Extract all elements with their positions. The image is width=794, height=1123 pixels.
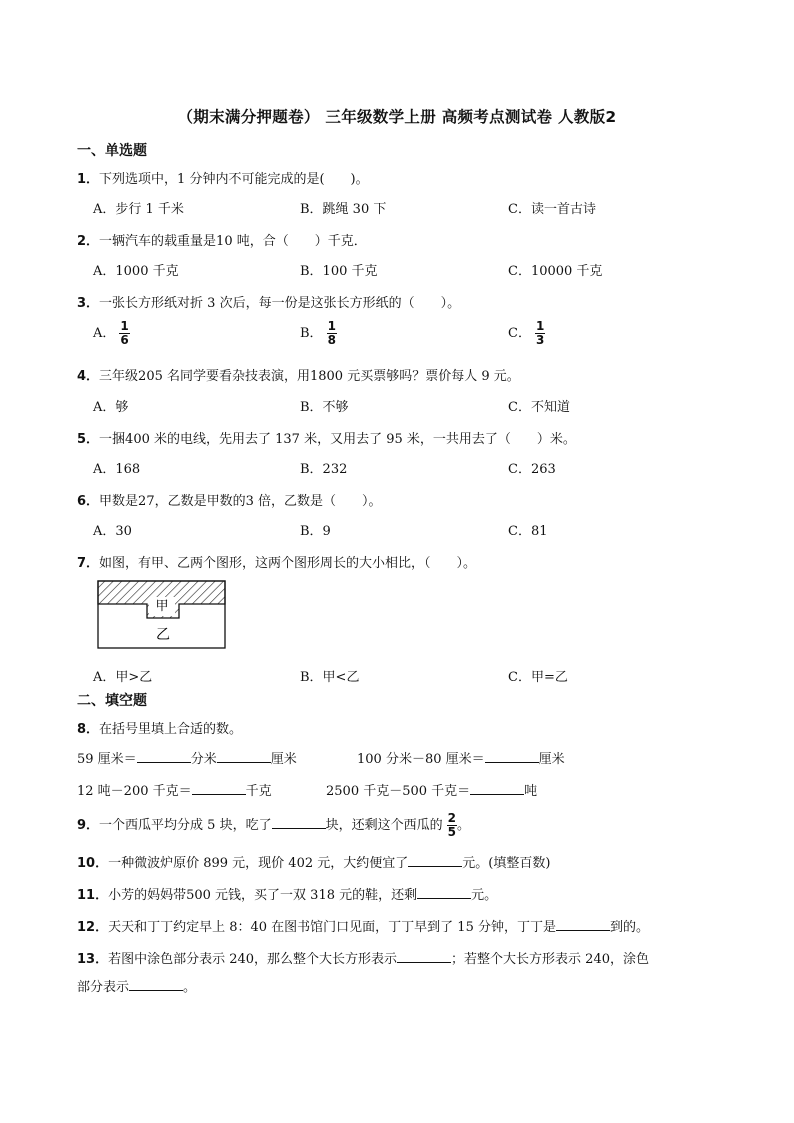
question-number: 12．	[77, 920, 109, 935]
answer-blank[interactable]	[470, 782, 524, 795]
answer-blank[interactable]	[556, 918, 610, 931]
answer-blank[interactable]	[137, 750, 191, 763]
option-label: B．	[300, 326, 323, 341]
option-b[interactable]: B．甲<乙	[300, 670, 360, 685]
question-text: 如图，有甲、乙两个图形，这两个图形周长的大小相比，（ ）。	[99, 556, 477, 571]
text: 12 吨－200 千克＝	[77, 784, 192, 799]
option-c[interactable]: C．甲=乙	[508, 670, 568, 685]
option-b[interactable]: B．9	[300, 524, 331, 539]
question-12	[77, 916, 649, 935]
option-c[interactable]: C．读一首古诗	[508, 202, 596, 217]
text: 吨	[524, 784, 538, 799]
question-4	[77, 365, 520, 384]
answer-blank[interactable]	[417, 886, 471, 899]
question-text: 甲数是27，乙数是甲数的3 倍，乙数是（ ）。	[99, 494, 382, 509]
option-b[interactable]: B．100 千克	[300, 264, 378, 279]
q8-row1-left	[77, 748, 297, 767]
fraction-denominator: 3	[535, 333, 545, 347]
text: 2500 千克－500 千克＝	[326, 784, 471, 799]
fraction	[119, 320, 129, 347]
question-2	[77, 230, 367, 249]
text: 厘米	[538, 752, 565, 767]
fraction	[447, 812, 457, 839]
option-label: C．	[508, 326, 531, 341]
option-c[interactable]: C．10000 千克	[508, 264, 603, 279]
answer-blank[interactable]	[485, 750, 539, 763]
question-13	[77, 948, 649, 967]
text: 一种微波炉原价 899 元，现价 402 元，大约便宜了	[108, 856, 409, 871]
text: ；若整个大长方形表示 240，涂色	[451, 952, 649, 967]
question-number: 2．	[77, 234, 100, 249]
page-title: （期末满分押题卷） 三年级数学上册 高频考点测试卷 人教版2	[177, 108, 617, 126]
question-7	[77, 552, 476, 571]
question-11	[77, 884, 497, 903]
figure-jia-yi	[97, 580, 227, 650]
q8-row1-right	[357, 748, 565, 767]
question-number: 5．	[77, 432, 100, 447]
text: 。	[183, 980, 197, 995]
question-3	[77, 292, 460, 311]
option-a[interactable]: A．30	[93, 524, 132, 539]
question-number: 4．	[77, 369, 100, 384]
option-a[interactable]: A．168	[93, 462, 141, 477]
text: 天天和丁丁约定早上 8：40 在图书馆门口见面，丁丁早到了 15 分钟，丁丁是	[108, 920, 556, 935]
fraction-numerator: 1	[120, 319, 129, 333]
option-c[interactable]: C．263	[508, 462, 556, 477]
text: 元。	[471, 888, 498, 903]
fraction-numerator: 1	[327, 319, 336, 333]
question-number: 3．	[77, 296, 100, 311]
question-1	[77, 168, 369, 187]
option-a[interactable]	[93, 320, 130, 347]
fraction-numerator: 2	[447, 811, 456, 825]
question-number: 7．	[77, 556, 100, 571]
question-text: 一张长方形纸对折 3 次后，每一份是这张长方形纸的（ ）。	[99, 296, 461, 311]
answer-blank[interactable]	[408, 854, 462, 867]
question-text: 一辆汽车的载重量是10 吨，合（ ）千克．	[99, 234, 367, 249]
question-number: 6．	[77, 494, 100, 509]
option-label: A．	[93, 326, 116, 341]
option-b[interactable]: B．不够	[300, 400, 349, 415]
option-a[interactable]: A．步行 1 千米	[93, 202, 184, 217]
fraction-denominator: 6	[120, 333, 129, 347]
text: 部分表示	[77, 980, 130, 995]
text: 千克	[245, 784, 272, 799]
text: 厘米	[270, 752, 297, 767]
question-13-line2	[77, 976, 196, 995]
text: 块，还剩这个西瓜的	[325, 818, 443, 833]
question-9	[77, 812, 470, 839]
text: 100 分米－80 厘米＝	[357, 752, 485, 767]
fraction-denominator: 8	[327, 333, 336, 347]
section-heading-fill-blank: 二、填空题	[77, 693, 147, 709]
q8-row2-left	[77, 780, 272, 799]
question-8	[77, 718, 242, 737]
text: 分米	[190, 752, 217, 767]
answer-blank[interactable]	[192, 782, 246, 795]
question-text: 下列选项中，1 分钟内不可能完成的是( )。	[99, 172, 369, 187]
text: 元。(填整百数)	[462, 856, 551, 871]
option-c[interactable]: C．81	[508, 524, 548, 539]
answer-blank[interactable]	[217, 750, 271, 763]
option-b[interactable]: B．232	[300, 462, 348, 477]
q8-row2-right	[326, 780, 537, 799]
question-5	[77, 428, 576, 447]
answer-blank[interactable]	[272, 816, 326, 829]
option-a[interactable]: A．够	[93, 400, 129, 415]
question-text: 在括号里填上合适的数。	[99, 722, 243, 737]
answer-blank[interactable]	[397, 950, 451, 963]
fraction	[535, 320, 545, 347]
text: 。	[456, 818, 470, 833]
text: 若图中涂色部分表示 240，那么整个大长方形表示	[108, 952, 398, 967]
question-number: 9．	[77, 818, 100, 833]
question-number: 8．	[77, 722, 100, 737]
option-b[interactable]	[300, 320, 337, 347]
text: 到的。	[609, 920, 649, 935]
question-text: 一捆400 米的电线，先用去了 137 米，又用去了 95 米，一共用去了（ ）米。	[99, 432, 576, 447]
option-a[interactable]: A．甲>乙	[93, 670, 153, 685]
section-heading-single-choice: 一、单选题	[77, 143, 147, 159]
question-number: 10．	[77, 856, 109, 871]
question-text: 三年级205 名同学要看杂技表演，用1800 元买票够吗？票价每人 9 元。	[99, 369, 520, 384]
question-10	[77, 852, 550, 871]
option-b[interactable]: B．跳绳 30 下	[300, 202, 387, 217]
option-c[interactable]: C．不知道	[508, 400, 570, 415]
fraction-numerator: 1	[535, 319, 545, 333]
question-number: 11．	[77, 888, 109, 903]
question-6	[77, 490, 382, 509]
question-number: 13．	[77, 952, 109, 967]
text: 59 厘米＝	[77, 752, 137, 767]
text: 一个西瓜平均分成 5 块，吃了	[99, 818, 272, 833]
answer-blank[interactable]	[129, 978, 183, 991]
text: 小芳的妈妈带500 元钱，买了一双 318 元的鞋，还剩	[108, 888, 418, 903]
label-jia: 甲	[155, 599, 169, 614]
fraction	[327, 320, 337, 347]
label-yi: 乙	[156, 627, 170, 643]
option-a[interactable]: A．1000 千克	[93, 264, 179, 279]
question-number: 1．	[77, 172, 100, 187]
option-c[interactable]	[508, 320, 545, 347]
fraction-denominator: 5	[447, 825, 456, 839]
